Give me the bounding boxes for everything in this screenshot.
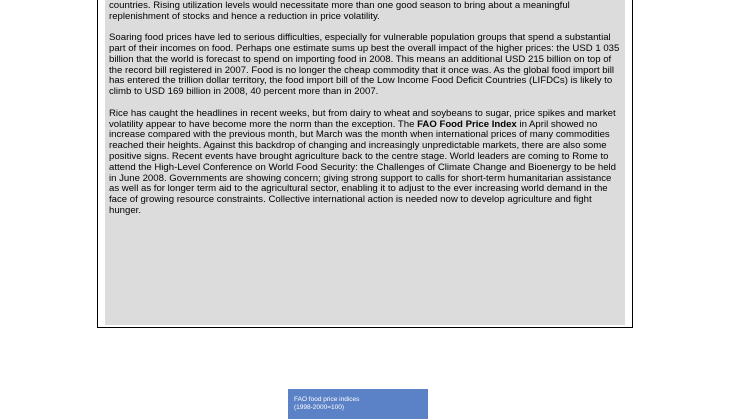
figure-title: FAO food price indices xyxy=(294,396,360,403)
article-text xyxy=(105,0,625,228)
paragraph-3-start: Rice has caught the headlines in recent weeks, but from dairy to wheat and soybeans to sugar, price spikes and market volatility appear to have become more the norm than the exception. The xyxy=(109,107,616,130)
paragraph-2: Soaring food prices have led to serious difficulties, especially for vulnerable population groups that spend a substantial part of their incomes on food. Perhaps one estimate sums up best the overall impact of the higher prices: the USD 1 035 billion that the world is forecast to spend on importing food in 2008. This means an additional USD 215 billion on top of the record bill registered in 2007. Food is no longer the cheap commodity that it once was. As the global food import bill has entered the trillion dollar territory, the food import bill of the Low Income Food Deficit Countries (LIFDCs) is likely to climb to USD 169 billion in 2008, 40 percent more than in 2007. xyxy=(109,32,620,98)
article-panel xyxy=(105,0,625,325)
figure-title-box xyxy=(288,389,428,419)
paragraph-1: countries. Rising utilization levels would necessitate more than one good season to bring about a meaningful replenishment of stocks and hence a reduction in price volatility. xyxy=(109,0,570,22)
paragraph-3-end: in April showed no increase compared with the previous month, but March was the month when international prices of many commodities reached their heights. Against this backdrop of changing and increasingly unpredictable markets, there are also some positive signs. Recent events have brought agriculture back to the centre stage. World leaders are coming to Rome to attend the High-Level Conference on World Food Security: the Challenges of Climate Change and Bioenergy to be held in June 2008. Governments are showing concern; giving strong support to calls for short-term humanitarian assistance as well as for longer term aid to the agricultural sector, enabling it to adjust to the ever increasing world demand in the face of growing resource constraints. Collective international action is needed now to develop agriculture and fight hunger. xyxy=(109,118,617,216)
fao-food-price-index-term: FAO Food Price Index xyxy=(417,118,517,130)
paragraph-3 xyxy=(109,109,621,217)
article-frame xyxy=(97,0,633,328)
figure-subtitle: (1998-2000=100) xyxy=(294,403,345,411)
